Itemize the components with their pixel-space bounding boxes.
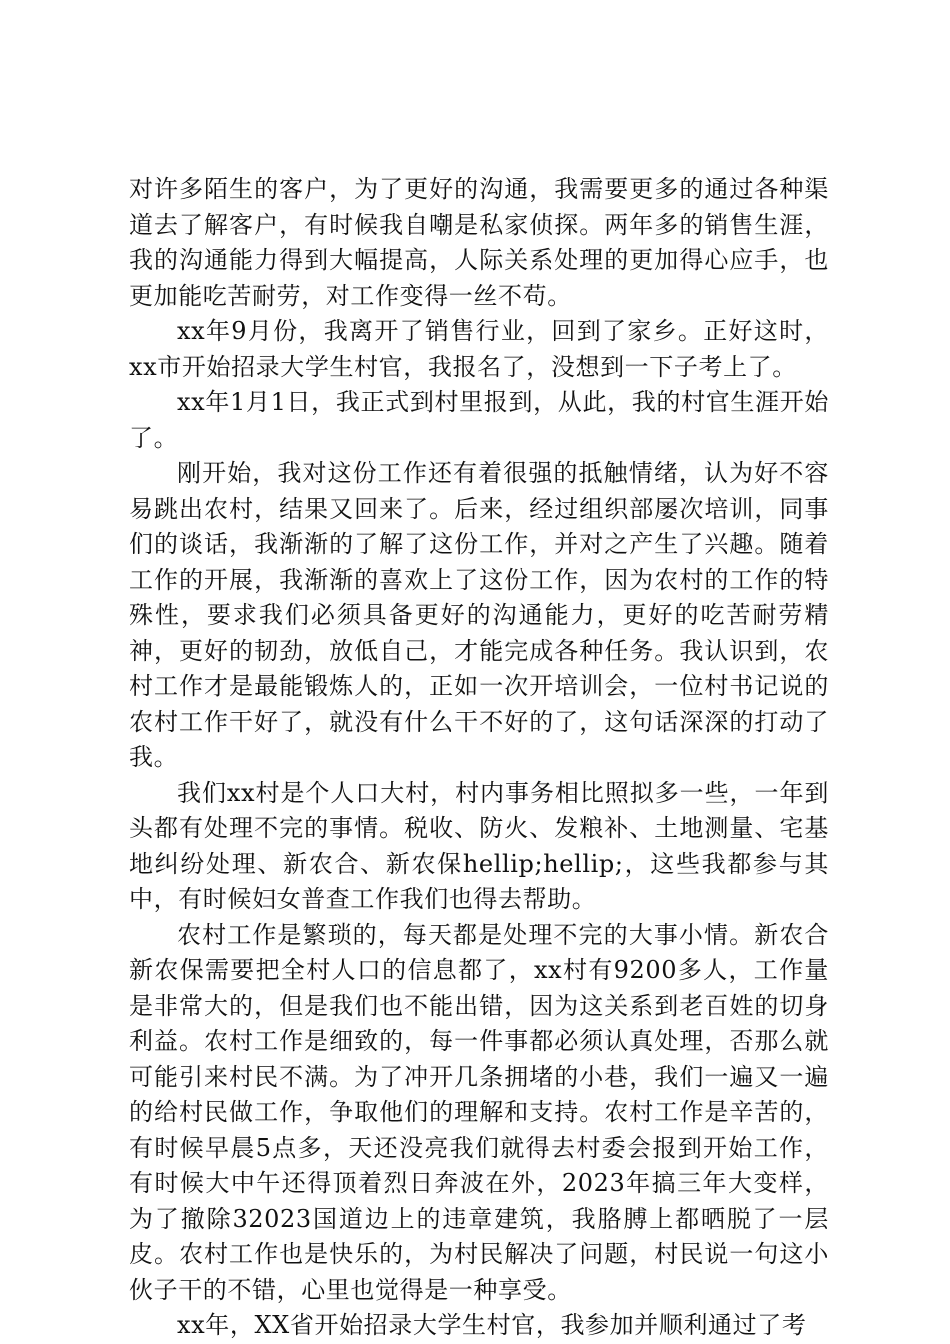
paragraph-initial-resistance: 刚开始，我对这份工作还有着很强的抵触情绪，认为好不容易跳出农村，结果又回来了。后来，经过组织部屡次培训，同事们的谈话，我渐渐的了解了这份工作，并对之产生了兴趣。随着工作的开展，我渐渐的喜欢上了这份工作，因为农村的工作的特殊性，要求我们必须具备更好的沟通能力，更好的吃苦耐劳精神，更好的韧劲，放低自己，才能完成各种任务。我认识到，农村工作才是最能锻炼人的，正如一次开培训会，一位村书记说的农村工作干好了，就没有什么干不好的了，这句话深深的打动了我。	[129, 459, 829, 771]
paragraph-village-affairs: 我们xx村是个人口大村，村内事务相比照拟多一些，一年到头都有处理不完的事情。税收、防火、发粮补、土地测量、宅基地纠纷处理、新农合、新农保hellip;hellip;，这些我都参与其中，有时候妇女普查工作我们也得去帮助。	[129, 778, 829, 913]
paragraph-return-home: xx年9月份，我离开了销售行业，回到了家乡。正好这时，xx市开始招录大学生村官，我报名了，没想到一下子考上了。	[129, 317, 829, 381]
paragraph-start-village-official: xx年1月1日，我正式到村里报到，从此，我的村官生涯开始了。	[129, 388, 829, 452]
paragraph-sales-experience: 对许多陌生的客户，为了更好的沟通，我需要更多的通过各种渠道去了解客户，有时候我自嘲是私家侦探。两年多的销售生涯，我的沟通能力得到大幅提高，人际关系处理的更加得心应手，也更加能吃苦耐劳，对工作变得一丝不苟。	[129, 175, 829, 310]
paragraph-rural-work: 农村工作是繁琐的，每天都是处理不完的大事小情。新农合新农保需要把全村人口的信息都了，xx村有9200多人，工作量是非常大的，但是我们也不能出错，因为这关系到老百姓的切身利益。农村工作是细致的，每一件事都必须认真处理，否那么就可能引来村民不满。为了冲开几条拥堵的小巷，我们一遍又一遍的给村民做工作，争取他们的理解和支持。农村工作是辛苦的，有时候早晨5点多，天还没亮我们就得去村委会报到开始工作，有时候大中午还得顶着烈日奔波在外，2023年搞三年大变样，为了撤除32023国道边上的违章建筑，我胳膊上都晒脱了一层皮。农村工作也是快乐的，为村民解决了问题，村民说一句这小伙子干的不错，心里也觉得是一种享受。	[129, 920, 829, 1304]
paragraph-province-recruitment: xx年，XX省开始招录大学生村官，我参加并顺利通过了考	[177, 1311, 807, 1339]
document-body	[129, 172, 829, 1344]
